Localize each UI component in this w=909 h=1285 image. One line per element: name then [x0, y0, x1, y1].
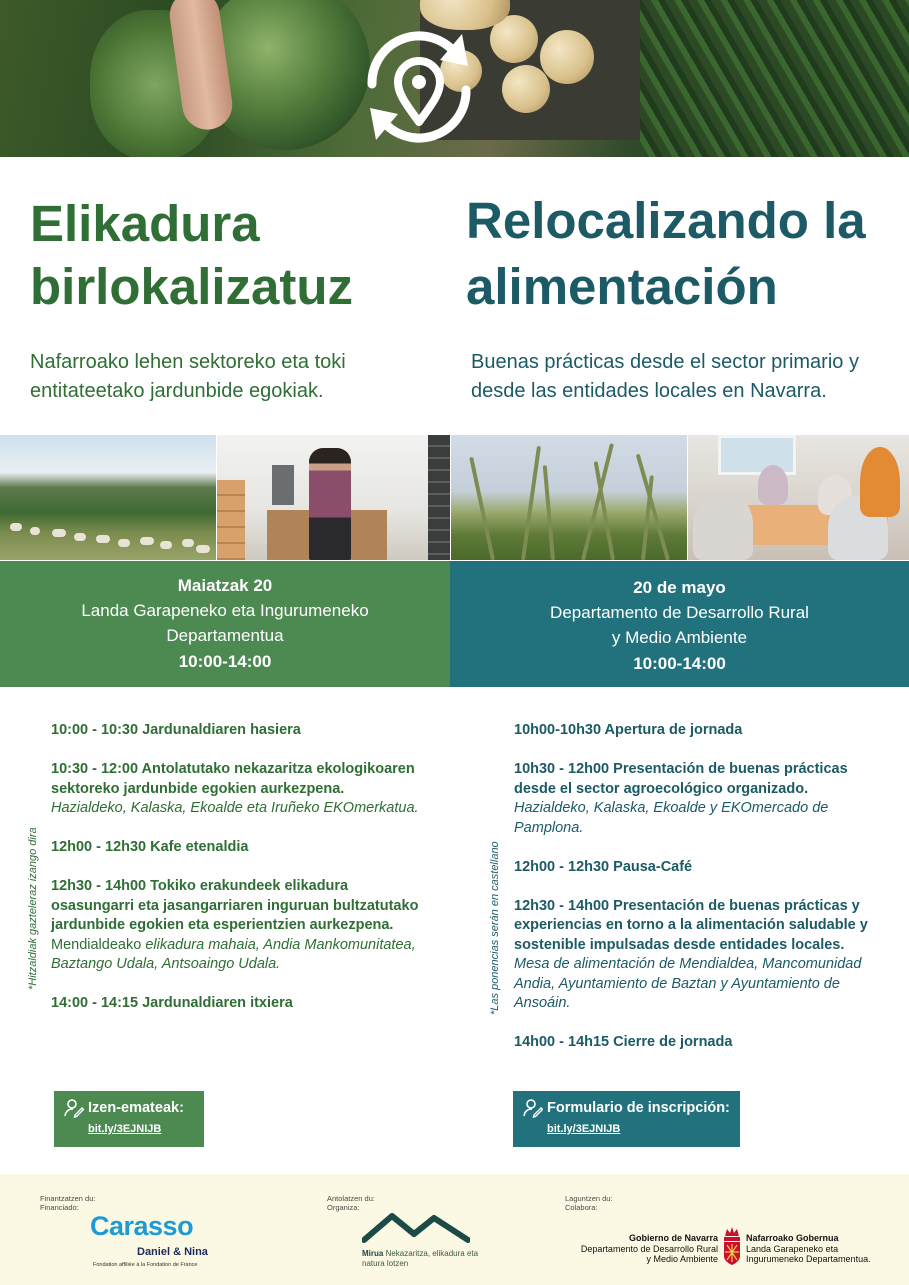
program-item: 10:00 - 10:30 Jardunaldiaren hasiera: [51, 722, 301, 738]
wheat-field-photo: [451, 435, 687, 560]
funded-by-label: Finantzatzen du: Financiado:: [40, 1194, 96, 1212]
program-item: 10h00-10h30 Apertura de jornada: [514, 722, 743, 738]
mirua-mountain-logo: [362, 1210, 470, 1246]
program-item: 12h30 - 14h00 Tokiko erakundeek elikadura osasungarri eta jasangarriaren inguruan bultzatutako jardunbide egokien eta esperientzien aurkezpena. Mendialdeako elikadura mahaia, Andia Mankomunitatea, Baztango Udala, Antsoaingo Udala.: [51, 878, 419, 972]
event-venue-spanish-line2: y Medio Ambiente: [611, 628, 748, 647]
language-note-spanish: *Las ponencias serán en castellano: [489, 841, 501, 1015]
carasso-logo-fineprint: Fondation affiliée à la Fondation de France: [93, 1262, 198, 1268]
mirua-logo-text: Mirua Nekazaritza, elikadura eta natura lotzen: [362, 1249, 479, 1268]
program-item: 10:30 - 12:00 Antolatutako nekazaritza ekologikoaren sektoreko jardunbide egokien aurkezpena. Hazialdeko, Kalaska, Ekoalde eta Iruñeko EKOmerkatua.: [51, 761, 419, 816]
relocalize-location-icon: [344, 22, 494, 152]
program-item: 14h00 - 14h15 Cierre de jornada: [514, 1034, 733, 1050]
event-date-spanish: 20 de mayo: [633, 578, 726, 597]
registration-label-basque: Izen-emateak:: [88, 1100, 184, 1116]
title-basque: Elikadura birlokalizatuz: [30, 195, 354, 315]
event-hours-basque: 10:00-14:00: [178, 652, 272, 671]
nafarroako-gobernua-text: Nafarroako Gobernua Landa Garapeneko eta Ingurumeneko Departamentua.: [746, 1233, 871, 1264]
registration-link-spanish[interactable]: bit.ly/3EJNIJB: [547, 1123, 621, 1135]
sponsors-footer: [0, 1174, 909, 1285]
title-spanish: Relocalizando la alimentación: [466, 192, 866, 315]
registration-box-basque[interactable]: [54, 1091, 204, 1147]
organized-by-label: Antolatzen du: Organiza:: [327, 1194, 375, 1212]
registration-label-spanish: Formulario de inscripción:: [547, 1100, 730, 1116]
user-register-icon: [523, 1098, 543, 1118]
program-item: 14:00 - 14:15 Jardunaldiaren itxiera: [51, 995, 293, 1011]
program-item: 12h30 - 14h00 Presentación de buenas prácticas y experiencias en torno a la alimentación saludable y sostenible impulsadas desde entidades locales. Mesa de alimentación de Mendialdea, Mancomunidad Andia, Ayuntamiento de Baztan y Ayuntamiento de Ansoáin.: [514, 897, 868, 1011]
event-info-spanish: [450, 561, 909, 687]
registration-box-spanish[interactable]: [513, 1091, 740, 1147]
event-hours-spanish: 10:00-14:00: [633, 654, 726, 673]
header-banner-photo: [0, 0, 909, 157]
market-vendor-photo: [217, 435, 450, 560]
event-date-basque: Maiatzak 20: [177, 576, 273, 595]
carasso-logo-subtitle: Daniel & Nina: [137, 1246, 208, 1258]
user-register-icon: [64, 1098, 84, 1118]
event-info-basque: [0, 561, 450, 687]
registration-link-basque[interactable]: bit.ly/3EJNIJB: [88, 1123, 162, 1135]
crop-field-decoration: [640, 0, 909, 157]
program-item: 10h30 - 12h00 Presentación de buenas prácticas desde el sector agroecológico organizado. Hazialdeko, Kalaska, Ekoalde y EKOmercado de Pamplona.: [514, 761, 848, 836]
supported-by-label: Laguntzen du: Colabora:: [565, 1194, 613, 1212]
event-venue-basque: Landa Garapeneko eta Ingurumeneko Departamentua: [81, 601, 369, 645]
event-venue-spanish-line1: Departamento de Desarrollo Rural: [550, 603, 809, 622]
sheep-meadow-photo: [0, 435, 216, 560]
program-item: 12h00 - 12h30 Kafe etenaldia: [51, 839, 249, 855]
language-note-basque: *Hitzaldiak gazteleraz izango dira: [27, 827, 39, 990]
community-meal-photo: [688, 435, 909, 560]
navarra-crest-icon: [722, 1224, 742, 1266]
gobierno-navarra-text: Gobierno de Navarra Departamento de Desarrollo Rural y Medio Ambiente: [580, 1233, 718, 1264]
program-spanish: [514, 721, 874, 1072]
carasso-logo: Carasso: [90, 1211, 194, 1241]
program-item: 12h00 - 12h30 Pausa-Café: [514, 858, 693, 875]
subtitle-spanish: Buenas prácticas desde el sector primario y desde las entidades locales en Navarra.: [471, 351, 859, 402]
program-basque: [51, 721, 431, 1033]
subtitle-basque: Nafarroako lehen sektoreko eta toki entitateetako jardunbide egokiak.: [30, 351, 346, 402]
